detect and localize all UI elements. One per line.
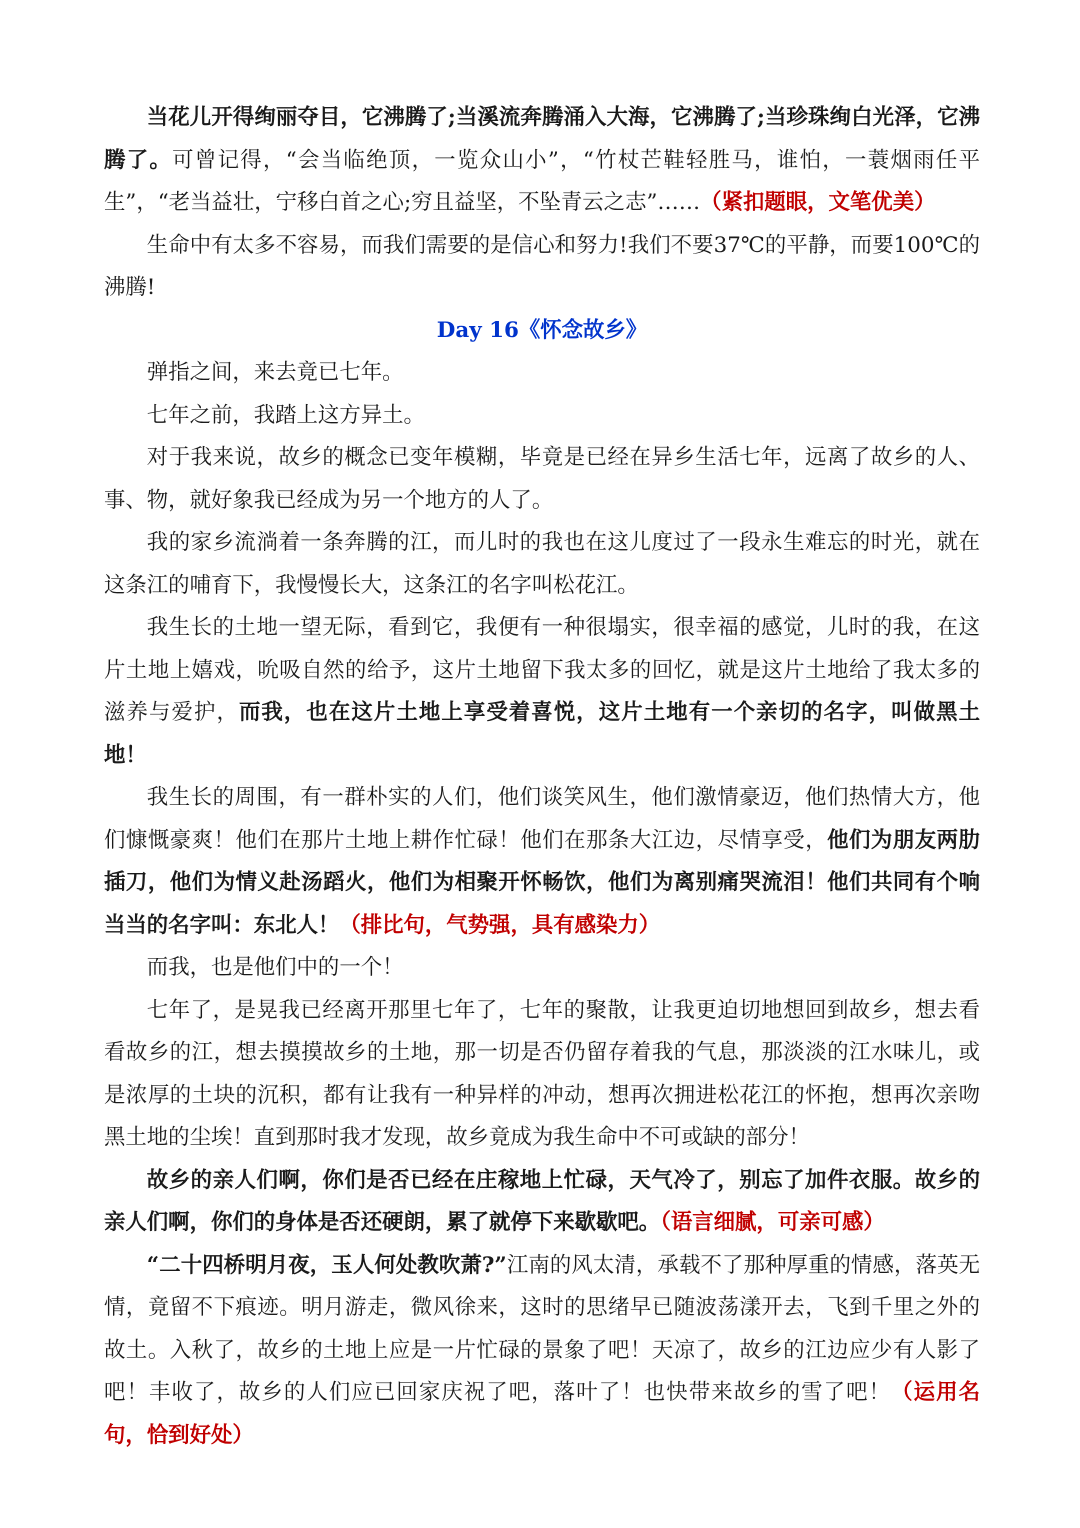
annotation-note: （紧扣题眼，文笔优美） [700,190,936,215]
paragraph-hometown-concept [104,437,980,522]
paragraph-text-bold: 故乡的亲人们啊，你们是否已经在庄稼地上忙碌，天气冷了，别忘了加件衣服。故乡的亲人们啊，你们的身体是否还硬朗，累了就停下来歇歇吧。 [104,1167,980,1235]
paragraph-text: 而我，也是他们中的一个！ [146,955,404,980]
paragraph-text: 江南的风太清，承载不了那种厚重的情感，落英无情，竟留不下痕迹。明月游走，微风徐来，这时的思绪早已随波荡漾开去，飞到千里之外的故土。入秋了，故乡的土地上应是一片忙碌的景象了吧！天凉了，故乡的江边应少有人影了吧！丰收了，故乡的人们应已回家庆祝了吧，落叶了！也快带来故乡的雪了吧！ [104,1252,980,1405]
paragraph-text-bold: 而我，也在这片土地上享受着喜悦，这片土地有一个亲切的名字，叫做黑土地！ [104,700,980,768]
annotation-note: （语言细腻，可亲可感） [660,1210,885,1235]
paragraph-longing [104,990,980,1160]
paragraph-text-bold: 当花儿开得绚丽夺目，它沸腾了;当溪流奔腾涌入大海，它沸腾了;当珍珠绚白光泽，它沸腾了。 [104,105,980,173]
paragraph-seven-years [104,352,980,395]
document-body [104,97,980,1457]
paragraph-text: 我的家乡流淌着一条奔腾的江，而儿时的我也在这儿度过了一段永生难忘的时光，就在这条江的哺育下，我慢慢长大，这条江的名字叫松花江。 [104,530,980,598]
paragraph-life [104,225,980,310]
paragraph-black-land [104,607,980,777]
paragraph-one-of-them [104,947,980,990]
section-title: Day 16《怀念故乡》 [436,317,648,343]
paragraph-relatives [104,1160,980,1245]
paragraph-text: 我生长的土地一望无际，看到它，我便有一种很塌实，很幸福的感觉，儿时的我，在这片土地上嬉戏，吮吸自然的给予，这片土地留下我太多的回忆，就是这片土地给了我太多的滋养与爱护， [104,615,980,725]
annotation-note: （运用名句，恰到好处） [104,1380,980,1448]
paragraph-northeast-people [104,777,980,947]
paragraph-text: 可曾记得，“会当临绝顶，一览众山小”，“竹杖芒鞋轻胜马，谁怕，一蓑烟雨任平生”，“老当益壮，宁移白首之心;穷且益坚，不坠青云之志”…… [104,147,980,215]
annotation-note: （排比句，气势强，具有感染力） [339,912,661,938]
quote-text: “二十四桥明月夜，玉人何处教吹萧?” [146,1252,507,1278]
paragraph-text: 生命中有太多不容易，而我们需要的是信心和努力!我们不要37℃的平静，而要100℃的沸腾! [104,232,980,300]
paragraph-text: 对于我来说，故乡的概念已变年模糊，毕竟是已经在异乡生活七年，远离了故乡的人、事、物，就好象我已经成为另一个地方的人了。 [104,445,980,513]
paragraph-text: 七年了，是晃我已经离开那里七年了，七年的聚散，让我更迫切地想回到故乡，想去看看故乡的江，想去摸摸故乡的土地，那一切是否仍留存着我的气息，那淡淡的江水味儿，或是浓厚的土块的沉积，都有让我有一种异样的冲动，想再次拥进松花江的怀抱，想再次亲吻黑土地的尘埃！直到那时我才发现，故乡竟成为我生命中不可或缺的部分！ [104,997,980,1150]
paragraph-boiling [104,97,980,225]
paragraph-text: 七年之前，我踏上这方异土。 [146,402,425,428]
paragraph-autumn [104,1245,980,1458]
paragraph-foreign-land [104,395,980,438]
paragraph-river [104,522,980,607]
paragraph-text: 我生长的周围，有一群朴实的人们，他们谈笑风生，他们激情豪迈，他们热情大方，他们慷慨豪爽！他们在那片土地上耕作忙碌！他们在那条大江边，尽情享受， [104,785,980,853]
paragraph-text: 弹指之间，来去竟已七年。 [146,360,404,385]
paragraph-text-bold: 他们为朋友两肋插刀，他们为情义赴汤蹈火，他们为相聚开怀畅饮，他们为离别痛哭流泪！他们共同有个响当当的名字叫：东北人！ [104,827,980,938]
